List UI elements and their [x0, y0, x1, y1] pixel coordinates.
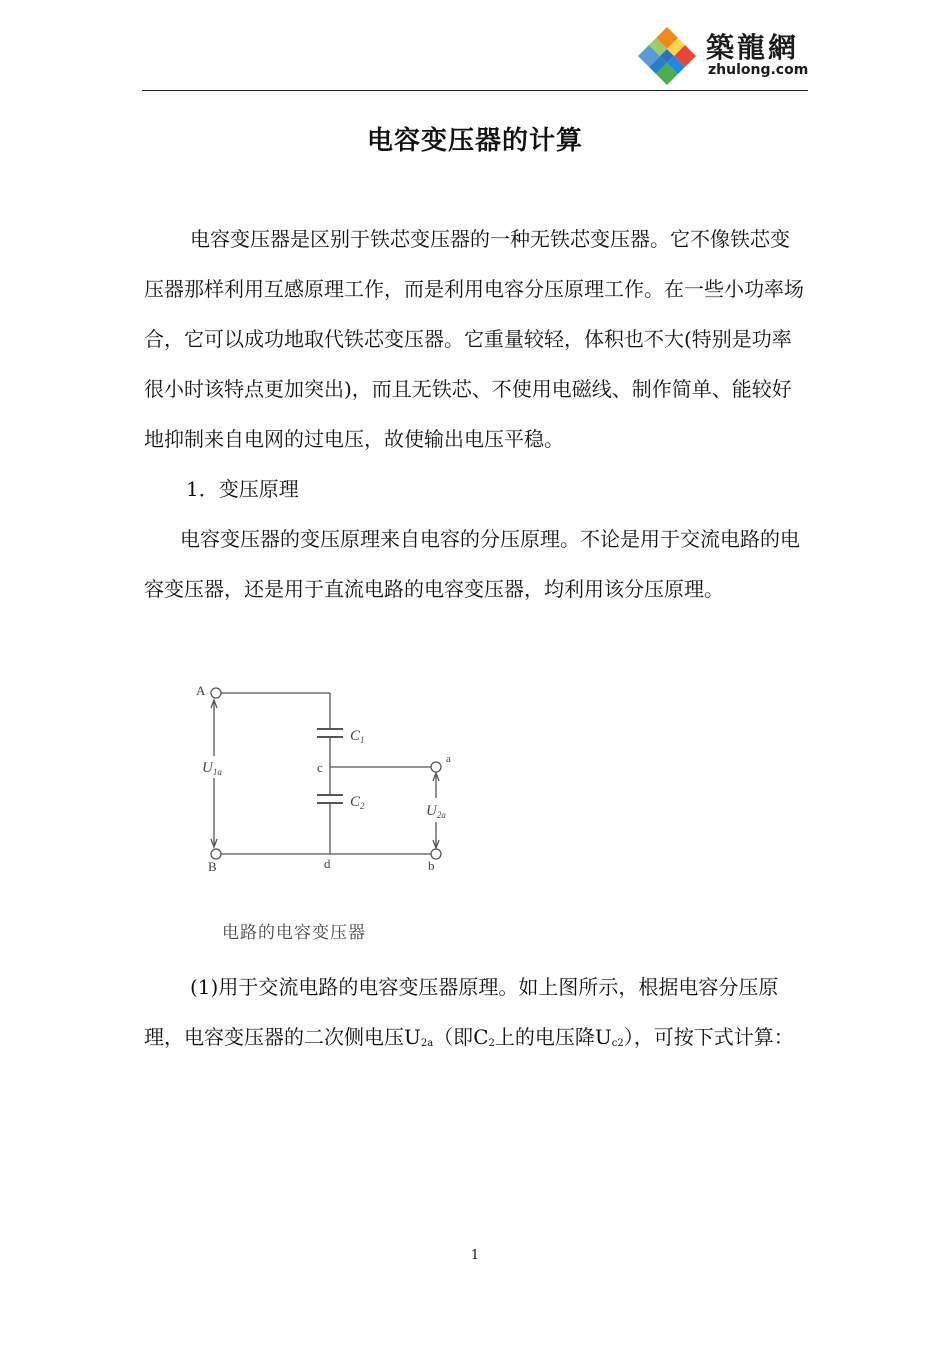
u2a-symbol: $U_{2a}$ [404, 1025, 434, 1049]
section-heading: 1．变压原理 [186, 477, 299, 501]
voltage-U1a-label: $U_{1a}$ [202, 760, 222, 777]
intro-paragraph: 电容变压器是区别于铁芯变压器的一种无铁芯变压器。它不像铁芯变压器那样利用互感原理工作，而是利用电容分压原理工作。在一些小功率场合，它可以成功地取代铁芯变压器。它重量较轻，体积也不大(特别是功率很小时该特点更加突出)，而且无铁芯、不使用电磁线、制作简单、能较好地抑制来自电网的过电压，故使输出电压平稳。 [144, 227, 804, 451]
principle-paragraph: 电容变压器的变压原理来自电容的分压原理。不论是用于交流电路的电容变压器，还是用于直流电路的电容变压器，均利用该分压原理。 [144, 527, 800, 601]
node-c-label: c [317, 760, 323, 775]
terminal-B-label: B [208, 859, 217, 874]
figure-caption: 电路的电容变压器 [222, 923, 366, 943]
para3-text-4: ），可按下式计算： [623, 1025, 794, 1049]
logo-chinese-text: 築龍網 [706, 31, 800, 64]
header-divider [142, 90, 808, 91]
para3-text-2: （即 [433, 1025, 474, 1049]
diamond-logo-icon [636, 25, 698, 87]
para3-text-1: (1)用于交流电路的电容变压器原理。如上图所示，根据电容分压原理，电容变压器的二次侧电压 [144, 975, 779, 1049]
c2-symbol: $C_2$ [473, 1025, 495, 1049]
document-title: 电容变压器的计算 [366, 126, 583, 156]
capacitor-divider-circuit-diagram [190, 670, 470, 950]
para3-text-3: 上的电压降 [494, 1025, 595, 1049]
terminal-a-label: a [446, 753, 451, 765]
ac-principle-paragraph [144, 962, 808, 1069]
capacitor-C1-label: $C_1$ [350, 728, 365, 745]
logo-english-text: zhulong.com [708, 62, 809, 78]
node-d-label: d [324, 856, 331, 871]
page-number: 1 [470, 1248, 480, 1263]
uc2-symbol: $U_{c2}$ [594, 1025, 624, 1049]
zhulong-logo [636, 22, 811, 86]
voltage-U2a-label: $U_{2a}$ [426, 803, 446, 820]
capacitor-C2-label: $C_2$ [350, 794, 365, 811]
terminal-b-label: b [428, 858, 435, 873]
terminal-A-label: A [196, 683, 206, 698]
